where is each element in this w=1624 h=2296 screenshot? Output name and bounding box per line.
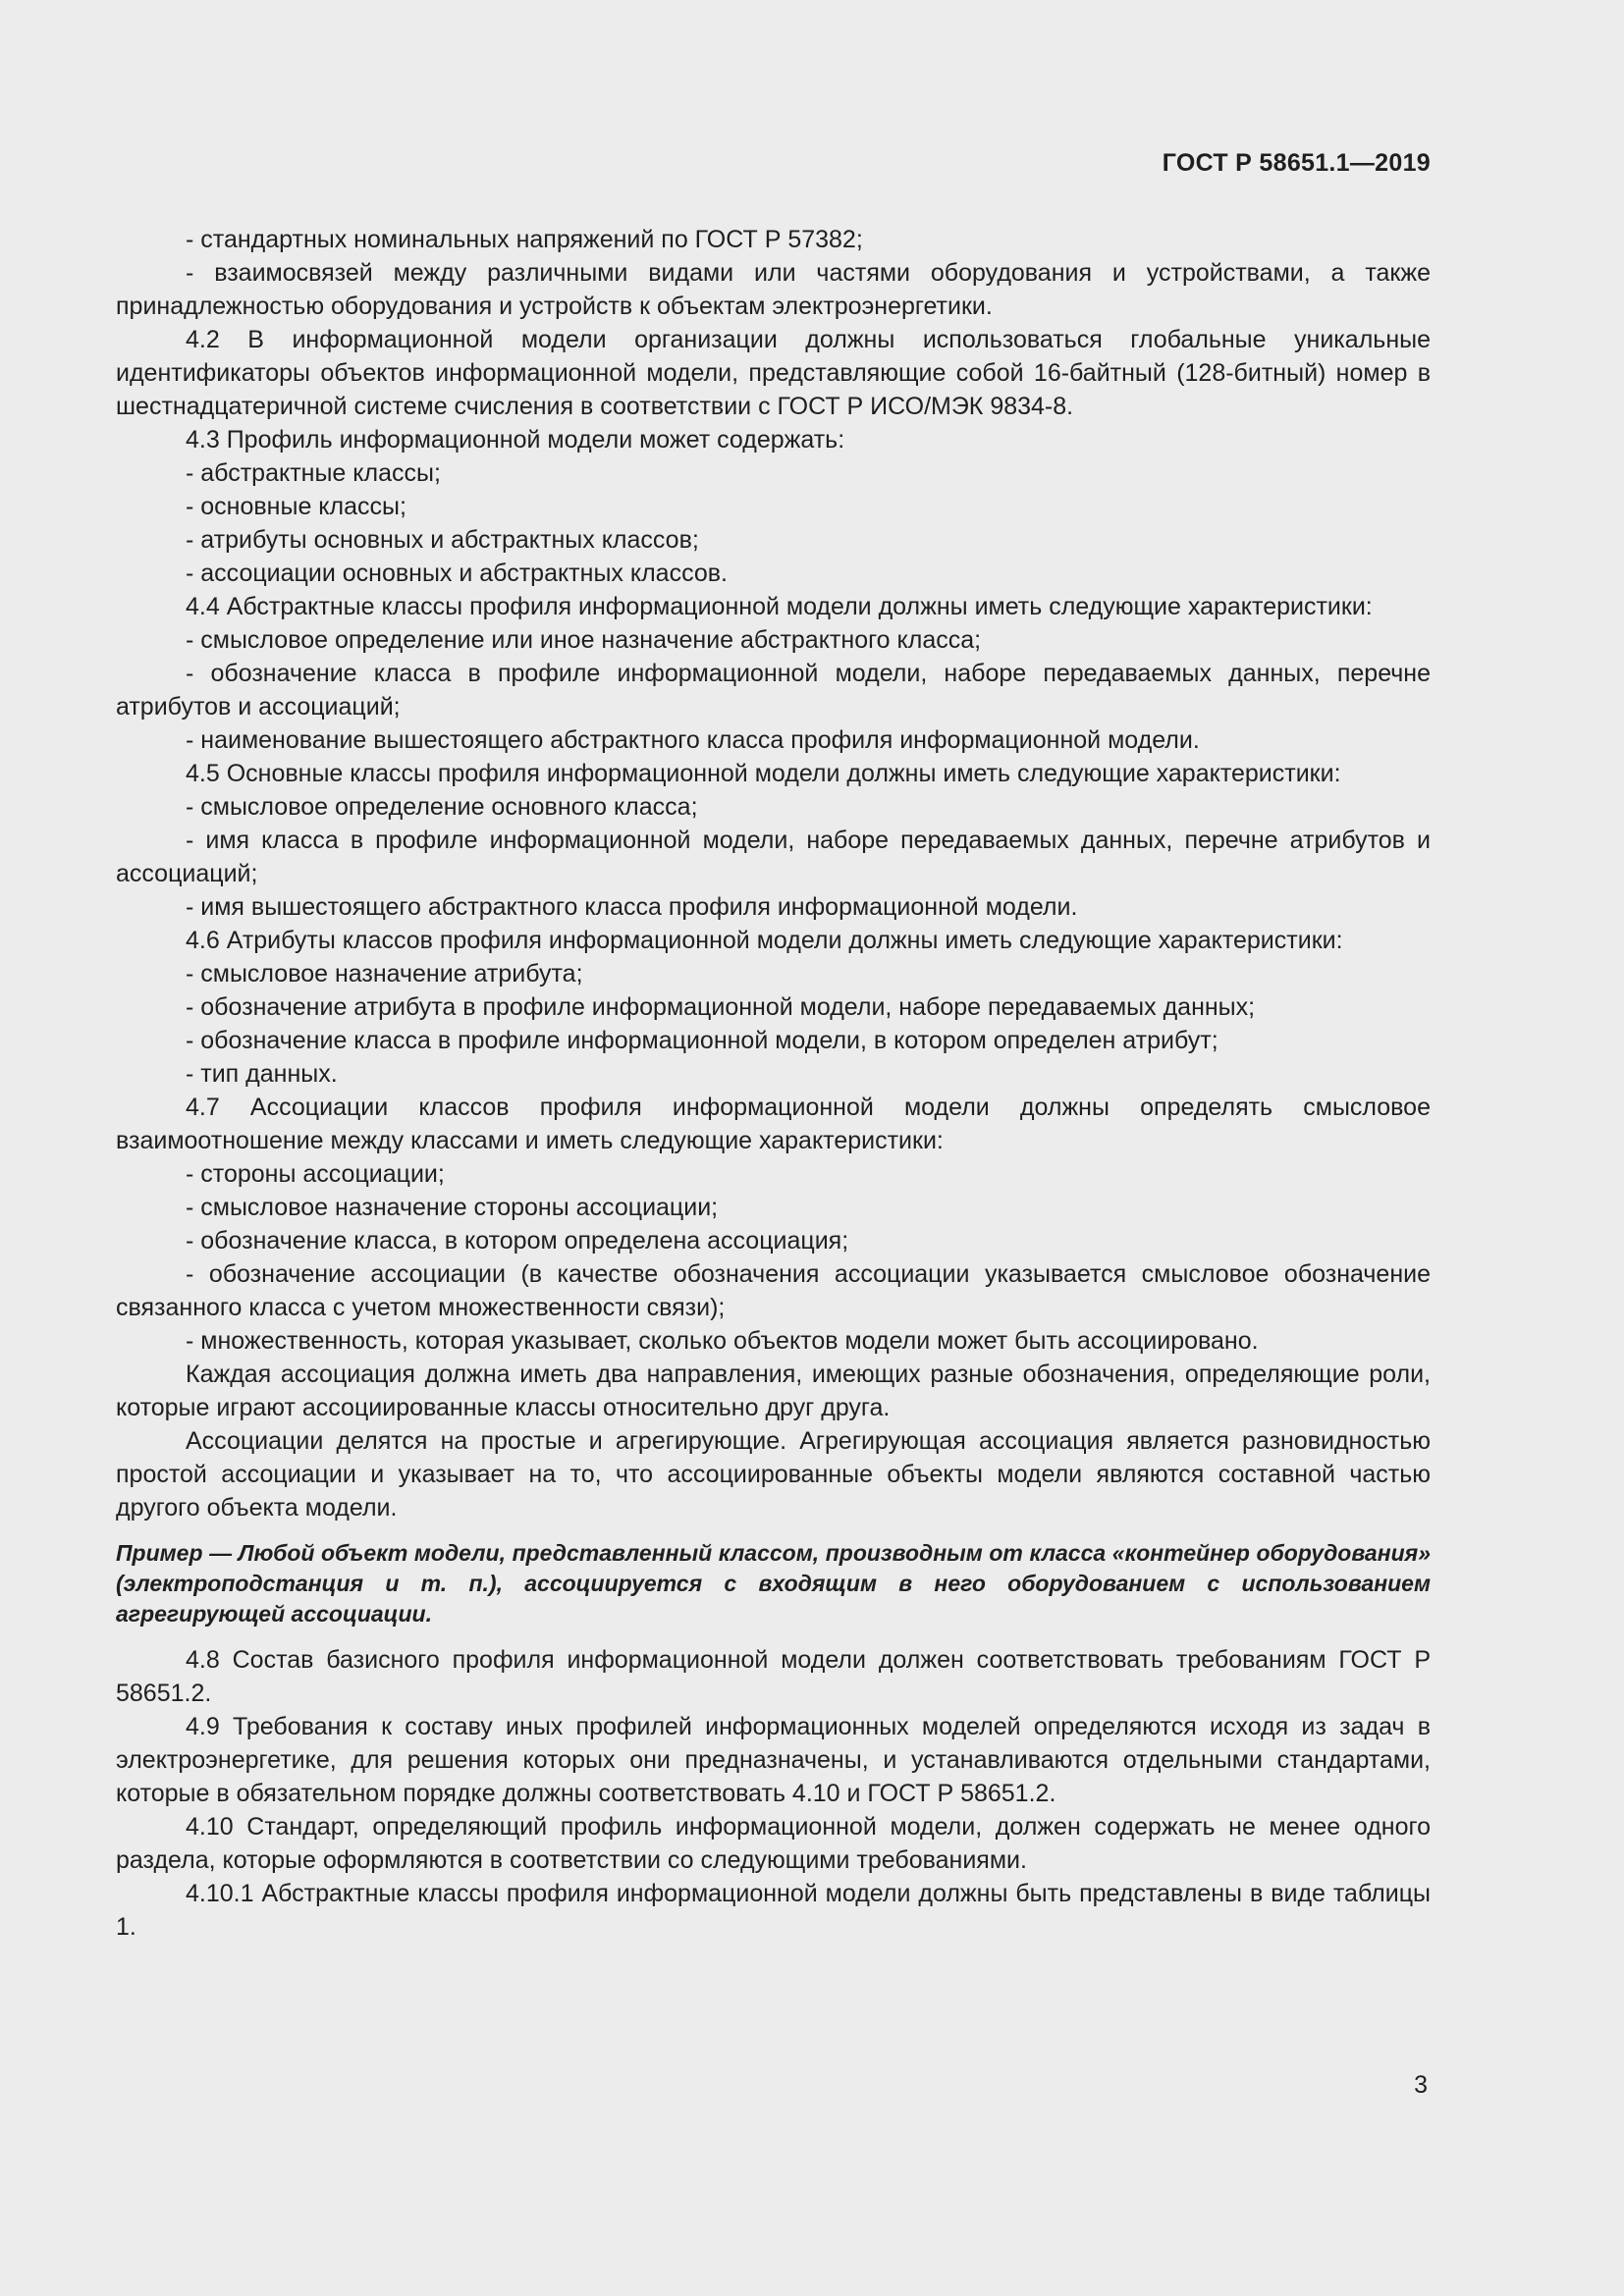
paragraph: 4.4 Абстрактные классы профиля информационной модели должны иметь следующие характеристики: <box>186 593 1373 620</box>
paragraph: - наименование вышестоящего абстрактного класса профиля информационной модели. <box>186 726 1200 754</box>
paragraph: 4.9 Требования к составу иных профилей информационных моделей определяются исходя из задач в электроэнергетике, для решения которых они предназначены, и устанавливаются отдельными стандартами, которые в обязательном порядке должны соответствовать 4.10 и ГОСТ Р 58651.2. <box>116 1713 1431 1807</box>
page-number: 3 <box>1414 2071 1428 2099</box>
paragraph: - атрибуты основных и абстрактных классов; <box>186 526 699 554</box>
paragraph: - стороны ассоциации; <box>186 1160 445 1188</box>
paragraph: - абстрактные классы; <box>186 459 441 487</box>
paragraph: 4.10 Стандарт, определяющий профиль информационной модели, должен содержать не менее одного раздела, которые оформляются в соответствии со следующими требованиями. <box>116 1813 1431 1874</box>
paragraph: 4.5 Основные классы профиля информационной модели должны иметь следующие характеристики: <box>186 760 1341 787</box>
paragraph: - обозначение класса, в котором определена ассоциация; <box>186 1227 849 1255</box>
paragraph: Каждая ассоциация должна иметь два направления, имеющих разные обозначения, определяющие роли, которые играют ассоциированные классы относительно друг друга. <box>116 1361 1431 1421</box>
paragraph: 4.2 В информационной модели организации должны использоваться глобальные уникальные идентификаторы объектов информационной модели, представляющие собой 16-байтный (128-битный) номер в шестнадцатеричной системе счисления в соответствии с ГОСТ Р ИСО/МЭК 9834-8. <box>116 326 1431 420</box>
paragraph: 4.6 Атрибуты классов профиля информационной модели должны иметь следующие характеристики: <box>186 927 1343 954</box>
paragraph: - смысловое определение основного класса; <box>186 793 698 821</box>
example-note: Пример — Любой объект модели, представленный классом, производным от класса «контейнер оборудования» (электроподстанция и т. п.), ассоциируется с входящим в него оборудованием с использованием агрегирующей ассоциации. <box>116 1540 1431 1627</box>
paragraph: - имя вышестоящего абстрактного класса профиля информационной модели. <box>186 893 1078 921</box>
paragraph: 4.3 Профиль информационной модели может содержать: <box>186 426 845 454</box>
paragraph: Ассоциации делятся на простые и агрегирующие. Агрегирующая ассоциация является разновидностью простой ассоциации и указывает на то, что ассоциированные объекты модели являются составной частью другого объекта модели. <box>116 1427 1431 1522</box>
paragraph: - имя класса в профиле информационной модели, наборе передаваемых данных, перечне атрибутов и ассоциаций; <box>116 827 1431 887</box>
paragraph: - обозначение класса в профиле информационной модели, наборе передаваемых данных, перечне атрибутов и ассоциаций; <box>116 660 1431 721</box>
paragraph: - смысловое назначение атрибута; <box>186 960 583 988</box>
paragraph: - множественность, которая указывает, сколько объектов модели может быть ассоциировано. <box>186 1327 1259 1355</box>
paragraph: 4.8 Состав базисного профиля информационной модели должен соответствовать требованиям ГОСТ Р 58651.2. <box>116 1646 1431 1707</box>
paragraph: - тип данных. <box>186 1060 338 1088</box>
document-body <box>116 223 1431 1944</box>
paragraph: - взаимосвязей между различными видами или частями оборудования и устройствами, а также принадлежностью оборудования и устройств к объектам электроэнергетики. <box>116 259 1431 320</box>
paragraph: - смысловое назначение стороны ассоциации; <box>186 1194 719 1221</box>
paragraph: - смысловое определение или иное назначение абстрактного класса; <box>186 626 982 654</box>
paragraph: - ассоциации основных и абстрактных классов. <box>186 560 728 587</box>
paragraph: 4.7 Ассоциации классов профиля информационной модели должны определять смысловое взаимоотношение между классами и иметь следующие характеристики: <box>116 1094 1431 1154</box>
paragraph: 4.10.1 Абстрактные классы профиля информационной модели должны быть представлены в виде таблицы 1. <box>116 1880 1431 1941</box>
paragraph: - обозначение ассоциации (в качестве обозначения ассоциации указывается смысловое обозначение связанного класса с учетом множественности связи); <box>116 1260 1431 1321</box>
paragraph: - стандартных номинальных напряжений по ГОСТ Р 57382; <box>186 226 863 253</box>
paragraph: - обозначение класса в профиле информационной модели, в котором определен атрибут; <box>186 1027 1218 1054</box>
document-code-header: ГОСТ Р 58651.1—2019 <box>1162 149 1431 177</box>
paragraph: - обозначение атрибута в профиле информационной модели, наборе передаваемых данных; <box>186 993 1256 1021</box>
paragraph: - основные классы; <box>186 493 406 520</box>
